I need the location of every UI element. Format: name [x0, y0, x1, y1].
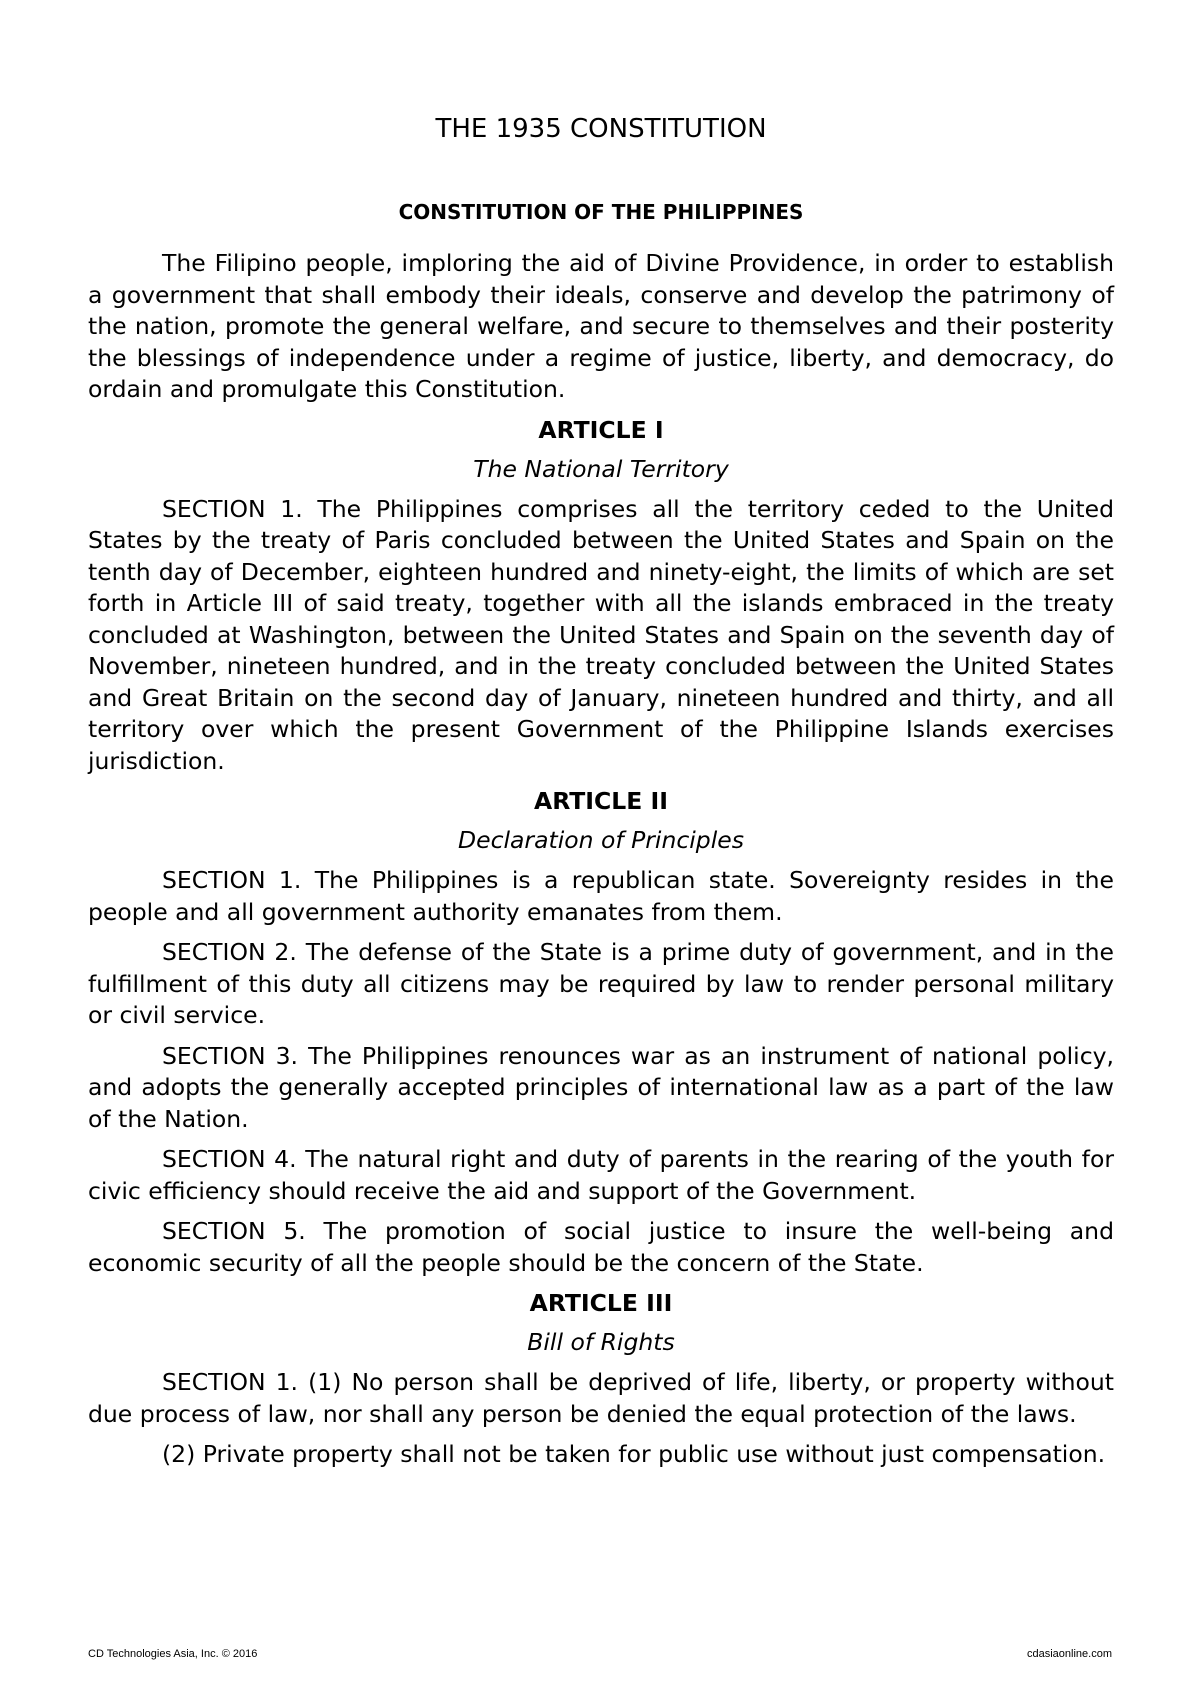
- article-subheading: Bill of Rights: [527, 1328, 675, 1356]
- article-subheading: The National Territory: [473, 454, 729, 483]
- section-paragraph: SECTION 2. The defense of the State is a prime duty of government, and in the fulfillment of this duty all citizens may be required by law to render personal military or civil service.: [88, 938, 1114, 1029]
- section-paragraph: (2) Private property shall not be taken for public use without just compensation.: [162, 1440, 1106, 1468]
- section-paragraph: SECTION 1. The Philippines is a republican state. Sovereignty resides in the people and all government authority emanates from them.: [88, 866, 1114, 926]
- footer-website: cdasiaonline.com: [1027, 1648, 1112, 1660]
- article-2: [88, 786, 1114, 1279]
- article-heading: ARTICLE II: [534, 787, 668, 815]
- article-1: [88, 415, 1114, 778]
- article-3: [88, 1288, 1114, 1471]
- footer-copyright: CD Technologies Asia, Inc. © 2016: [88, 1648, 258, 1660]
- article-heading: ARTICLE III: [529, 1289, 673, 1317]
- section-paragraph: SECTION 4. The natural right and duty of parents in the rearing of the youth for civic efficiency should receive the aid and support of the Government.: [88, 1145, 1114, 1205]
- article-heading: ARTICLE I: [538, 415, 664, 444]
- document-title: THE 1935 CONSTITUTION: [435, 114, 767, 144]
- section-paragraph: SECTION 3. The Philippines renounces war as an instrument of national policy, and adopts the generally accepted principles of international law as a part of the law of the Nation.: [88, 1041, 1114, 1133]
- document-page: [88, 0, 1114, 1698]
- section-paragraph: SECTION 1. (1) No person shall be deprived of life, liberty, or property without due process of law, nor shall any person be denied the equal protection of the laws.: [88, 1368, 1114, 1428]
- section-paragraph: SECTION 1. The Philippines comprises all the territory ceded to the United States by the treaty of Paris concluded between the United States and Spain on the tenth day of December, eighteen hundred and ninety-eight, the limits of which are set forth in Article III of said treaty, together with all the islands embraced in the treaty concluded at Washington, between the United States and Spain on the seventh day of November, nineteen hundred, and in the treaty concluded between the United States and Great Britain on the second day of January, nineteen hundred and thirty, and all territory over which the present Government of the Philippine Islands exercises jurisdiction.: [88, 494, 1114, 775]
- preamble: The Filipino people, imploring the aid of Divine Providence, in order to establish a government that shall embody their ideals, conserve and develop the patrimony of the nation, promote the general welfare, and secure to themselves and their posterity the blessings of independence under a regime of justice, liberty, and democracy, do ordain and promulgate this Constitution.: [88, 249, 1114, 403]
- document-body: [88, 248, 1114, 1480]
- section-paragraph: SECTION 5. The promotion of social justice to insure the well-being and economic security of all the people should be the concern of the State.: [88, 1217, 1114, 1277]
- document-subtitle: CONSTITUTION OF THE PHILIPPINES: [398, 200, 804, 224]
- article-subheading: Declaration of Principles: [458, 826, 744, 854]
